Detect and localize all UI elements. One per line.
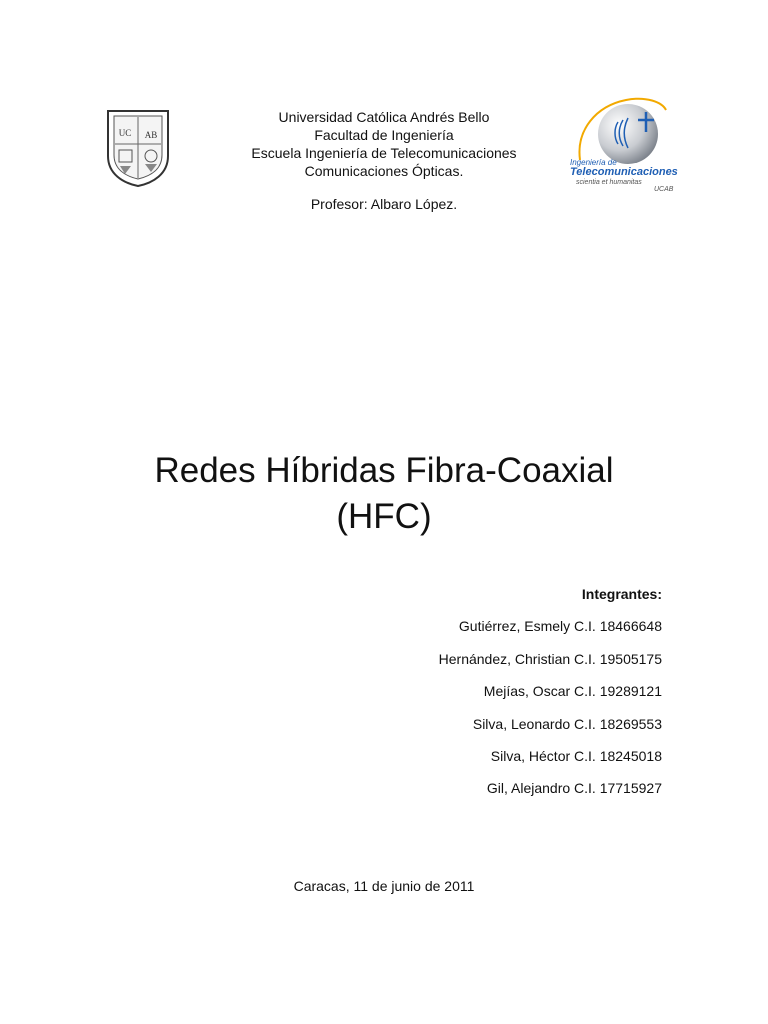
school-logo [566, 90, 682, 196]
place-date: Caracas, 11 de junio de 2011 [293, 878, 475, 894]
svg-text:AB: AB [144, 130, 158, 140]
logo-line-1: Ingeniería de [570, 158, 617, 167]
member-item: Mejías, Oscar C.I. 19289121 [483, 683, 662, 699]
member-item: Gutiérrez, Esmely C.I. 18466648 [458, 618, 662, 634]
logo-line-2: Telecomunicaciones [570, 166, 678, 178]
svg-text:UC: UC [118, 128, 132, 138]
university-name: Universidad Católica Andrés Bello [278, 109, 490, 125]
member-item: Silva, Héctor C.I. 18245018 [490, 748, 662, 764]
professor-name: Profesor: Albaro López. [310, 196, 458, 212]
members-heading: Integrantes: [581, 586, 662, 602]
course-name: Comunicaciones Ópticas. [304, 163, 464, 179]
member-item: Gil, Alejandro C.I. 17715927 [486, 780, 662, 796]
member-item: Silva, Leonardo C.I. 18269553 [472, 716, 662, 732]
member-item: Hernández, Christian C.I. 19505175 [438, 651, 662, 667]
document-title: Redes Híbridas Fibra-Coaxial [154, 451, 614, 490]
logo-line-3: scientia et humanitas [576, 179, 642, 186]
logo-line-4: UCAB [654, 186, 674, 193]
school-name: Escuela Ingeniería de Telecomunicaciones [251, 145, 517, 161]
document-title-acronym: (HFC) [336, 497, 432, 536]
faculty-name: Facultad de Ingeniería [314, 127, 454, 143]
